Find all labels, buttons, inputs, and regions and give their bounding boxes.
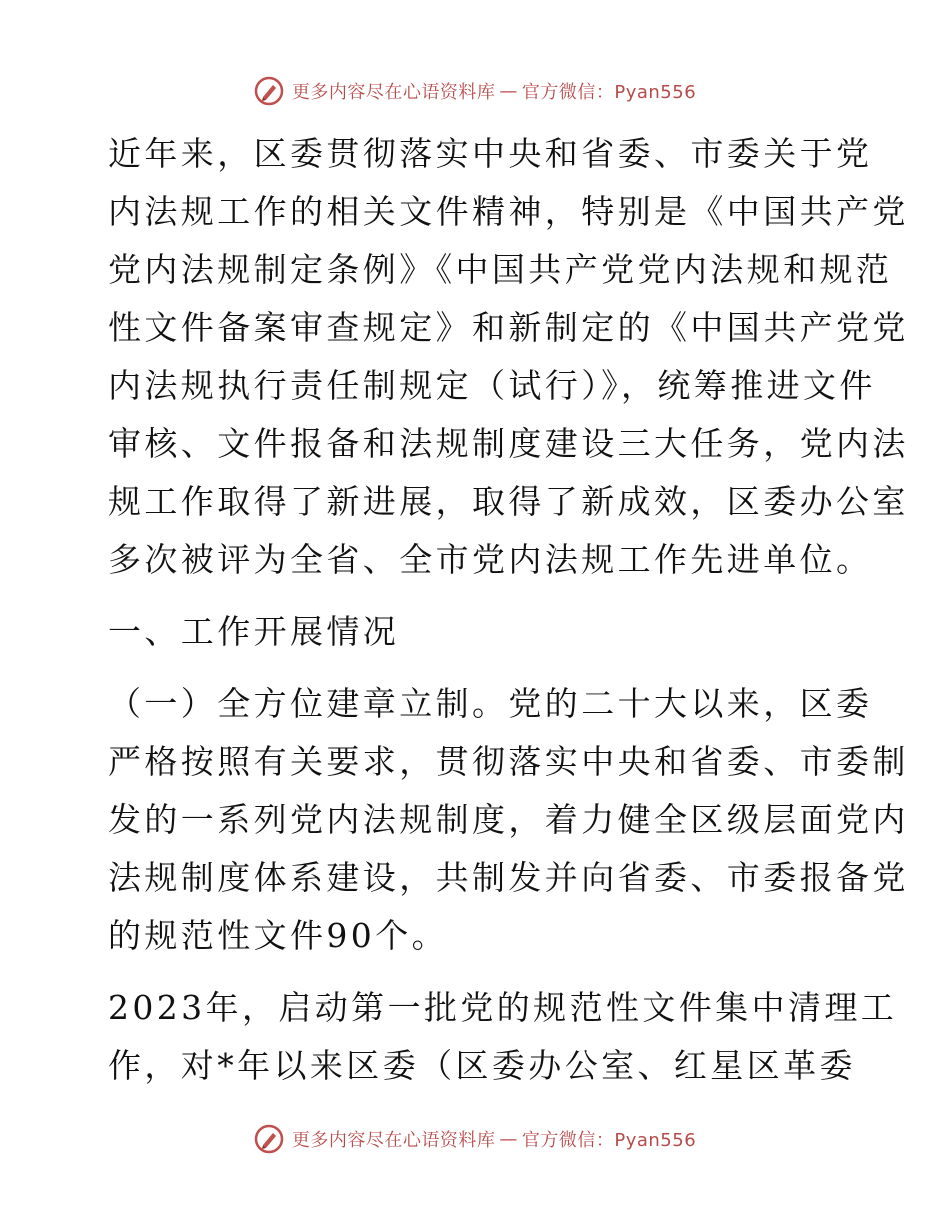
paragraph-2023: [98, 979, 898, 1095]
pen-logo-icon: [254, 1124, 284, 1154]
watermark-text: 更多内容尽在心语资料库: [291, 1130, 496, 1151]
paragraph-subsection: [98, 675, 909, 965]
pen-logo-icon: [254, 76, 284, 106]
paragraph-gap: [98, 965, 850, 979]
paragraph-gap: [98, 589, 850, 603]
watermark-footer: [0, 1124, 950, 1154]
text-line: 发的一系列党内法规制度，着力健全区级层面党内: [108, 800, 909, 839]
text-line: 严格按照有关要求，贯彻落实中央和省委、市委制: [108, 742, 909, 781]
text-line: 内法规工作的相关文件精神，特别是《中国共产党: [108, 192, 909, 231]
text-line: 性文件备案审查规定》和新制定的《中国共产党党: [108, 308, 909, 347]
watermark-separator: —: [499, 1128, 518, 1150]
paragraph-intro: [98, 125, 909, 589]
text-line: 内法规执行责任制规定（试行）》，统筹推进文件: [108, 366, 876, 405]
watermark-contact: 官方微信：Pyan556: [521, 82, 697, 103]
watermark-text: 更多内容尽在心语资料库: [291, 82, 496, 103]
text-line: （一）全方位建章立制。党的二十大以来，区委: [108, 684, 873, 723]
text-line: 党内法规制定条例》《中国共产党党内法规和规范: [108, 250, 893, 289]
watermark-contact: 官方微信：Pyan556: [521, 1130, 697, 1151]
text-line: 审核、文件报备和法规制度建设三大任务，党内法: [108, 424, 909, 463]
heading-line: 一、工作开展情况: [108, 612, 400, 651]
text-line: 的规范性文件90个。: [108, 916, 448, 955]
section-heading: [98, 603, 850, 661]
text-line: 近年来，区委贯彻落实中央和省委、市委关于党: [108, 134, 873, 173]
watermark-separator: —: [499, 80, 518, 102]
text-line: 多次被评为全省、全市党内法规工作先进单位。: [108, 540, 873, 579]
document-body: [98, 125, 909, 1095]
text-line: 法规制度体系建设，共制发并向省委、市委报备党: [108, 858, 909, 897]
watermark-header: [0, 76, 950, 106]
text-line: 2023年，启动第一批党的规范性文件集中清理工: [108, 988, 898, 1027]
text-line: 作，对*年以来区委（区委办公室、红星区革委: [108, 1046, 856, 1085]
text-line: 规工作取得了新进展，取得了新成效，区委办公室: [108, 482, 909, 521]
paragraph-gap: [98, 661, 850, 675]
